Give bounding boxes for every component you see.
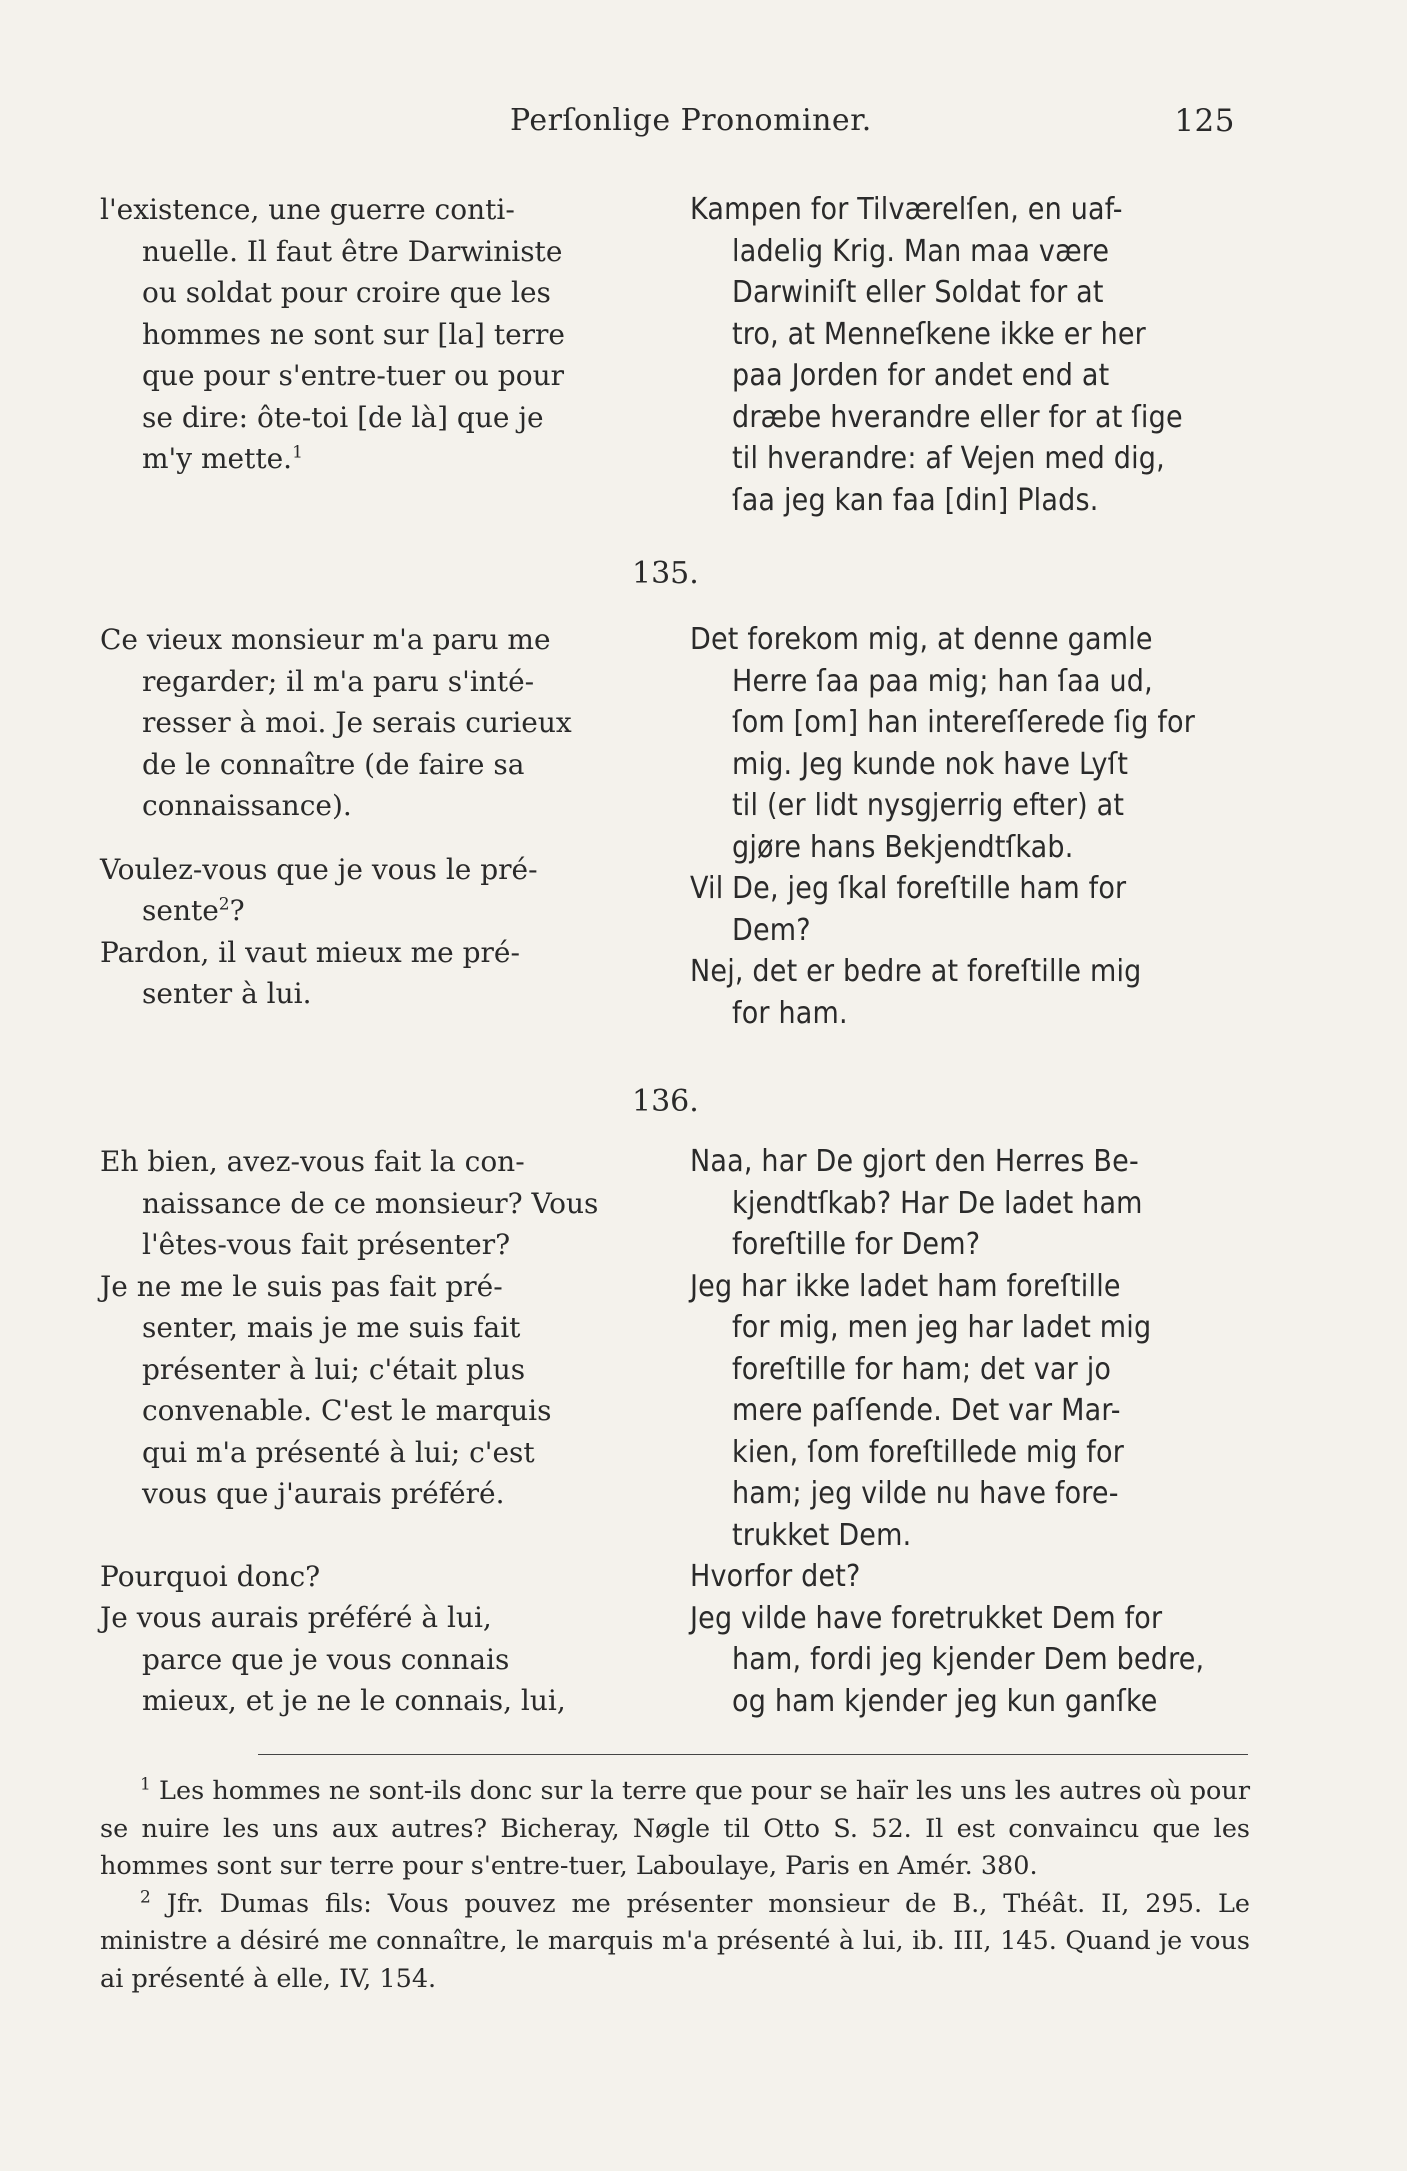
line: dræbe hverandre eller for at ſige [732,399,1183,435]
line: Voulez-vous que je vous le pré- [100,852,538,886]
line: mig. Jeg kunde nok have Lyſt [732,746,1129,782]
line: Je vous aurais préféré à lui, [100,1601,492,1634]
footnotes [100,1773,1250,1998]
s135-french-column [100,619,645,1015]
line: Eh bien, avez-vous fait la con- [100,1145,525,1178]
line: Darwiniſt eller Soldat for at [732,275,1104,310]
line: senter, mais je me suis fait [142,1311,521,1344]
paragraph [690,1141,1245,1266]
line: Pardon, il vaut mieux me pré- [100,935,520,969]
line: Det forekom mig, at denne gamle [690,622,1153,657]
footnote-marker: 2 [140,1887,151,1907]
line: ham; jeg vilde nu have fore- [732,1476,1119,1511]
line: connaissance). [142,789,352,822]
line: Jeg vilde have foretrukket Dem for [690,1600,1163,1636]
paragraph [690,1556,1245,1598]
line: présenter à lui; c'était plus [142,1352,526,1386]
paragraph [690,619,1245,868]
s135-danish-column [690,619,1245,1034]
line: resser à moi. Je serais curieux [142,706,572,739]
line: ou soldat pour croire que les [142,276,551,309]
footnote-rule [258,1754,1248,1755]
footnote-ref: 2 [218,894,230,915]
line: Dem? [732,912,811,948]
line: foreſtille for ham; det var jo [732,1351,1112,1387]
paragraph [100,932,645,1015]
line: tro, at Menneſkene ikke er her [732,316,1146,352]
running-head [100,103,1235,143]
paragraph [690,1598,1245,1723]
line: kien, ſom foreſtillede mig for [732,1434,1124,1470]
line: foreſtille for Dem? [732,1227,981,1262]
line: qui m'a présenté à lui; c'est [142,1435,535,1469]
line: hommes ne sont sur [la] terre [142,317,565,351]
footnote-text: Jfr. Dumas fils: Vous pouvez me présenter monsieur de B., Théât. II, 295. Le ministre a désiré me connaître, le marquis m'a présenté à lui, ib. III, 145. Quand je vous ai présenté à elle, IV, 154. [100,1888,1250,1994]
line: l'êtes-vous fait présenter? [142,1228,511,1261]
line: og ham kjender jeg kun ganſke [732,1683,1158,1719]
s136-french-column [100,1141,645,1722]
line: Je ne me le suis pas fait pré- [100,1269,503,1303]
footnote [100,1886,1250,1999]
s136-danish-column [690,1141,1245,1722]
top-danish-column [690,189,1245,521]
line: paa Jorden for andet end at [732,358,1110,393]
page-number: 125 [1174,103,1235,139]
line: mieux, et je ne le connais, lui, [142,1684,566,1717]
paragraph [100,619,645,827]
paragraph [100,1266,645,1515]
line: til (er lidt nysgjerrig efter) at [732,788,1125,823]
line [100,890,645,932]
line: Jeg har ikke ladet ham foreſtille [690,1268,1121,1304]
running-title: Perſonlige Pronominer. [510,103,872,138]
line: kjendtſkab? Har De ladet ham [732,1185,1143,1221]
paragraph [100,849,645,932]
line: ſom [om] han intereſſerede ſig for [732,705,1196,740]
section-number-136: 136. [632,1084,699,1119]
paragraph [100,1597,645,1722]
line: ham, fordi jeg kjender Dem bedre, [732,1642,1205,1677]
line: Naa, har De gjort den Herres Be- [690,1144,1139,1179]
line: ſaa jeg kan faa [din] Plads. [732,482,1099,518]
section-number-135: 135. [632,556,699,591]
line: Pourquoi donc? [100,1559,321,1593]
line: for ham. [732,995,848,1031]
paragraph [100,1141,645,1266]
top-french-column [100,189,645,480]
line: convenable. C'est le marquis [142,1394,552,1427]
footnote-text: Les hommes ne sont-ils donc sur la terre que pour se haïr les uns les autres où pour se nuire les uns aux autres? Bicheray, Nøgle til Otto S. 52. Il est convaincu que les hommes sont sur terre pour s'entre-tuer, Laboulaye, Paris en Amér. 380. [100,1776,1251,1881]
line: for mig, men jeg har ladet mig [732,1310,1152,1345]
line: de le connaître (de faire sa [142,747,525,781]
line: Vil De, jeg ſkal foreſtille ham for [690,871,1127,906]
footnote [100,1773,1250,1886]
paragraph [690,868,1245,951]
paragraph [690,1266,1245,1557]
line: nuelle. Il faut être Darwiniste [142,234,563,268]
line: l'existence, une guerre conti- [100,193,515,226]
paragraph [690,951,1245,1034]
line: Nej, det er bedre at foreſtille mig [690,954,1142,989]
line: parce que je vous connais [142,1642,510,1676]
line-text: m'y mette. [142,442,293,475]
line: trukket Dem. [732,1517,912,1553]
paragraph [100,1556,645,1598]
line: Kampen for Tilværelſen, en uaf- [690,192,1123,227]
line: regarder; il m'a paru s'inté- [142,664,535,698]
line: se dire: ôte-toi [de là] que je [142,400,544,434]
line: que pour s'entre-tuer ou pour [142,359,564,392]
footnote-marker: 1 [140,1774,151,1795]
line: gjøre hans Bekjendtſkab. [732,829,1074,865]
line: mere paſſende. Det var Mar- [732,1393,1121,1428]
footnote-ref: 1 [292,442,303,463]
line: Hvorfor det? [690,1559,861,1594]
line: naissance de ce monsieur? Vous [142,1186,599,1220]
line-text: sente [142,894,219,927]
line [100,438,645,480]
line-text: ? [229,894,245,927]
line: Ce vieux monsieur m'a paru me [100,623,551,656]
line: Herre ſaa paa mig; han ſaa ud, [732,663,1153,699]
line: vous que j'aurais préféré. [142,1477,505,1510]
line: ladelig Krig. Man maa være [732,233,1110,269]
line: senter à lui. [142,977,312,1010]
line: til hverandre: af Vejen med dig, [732,441,1165,476]
